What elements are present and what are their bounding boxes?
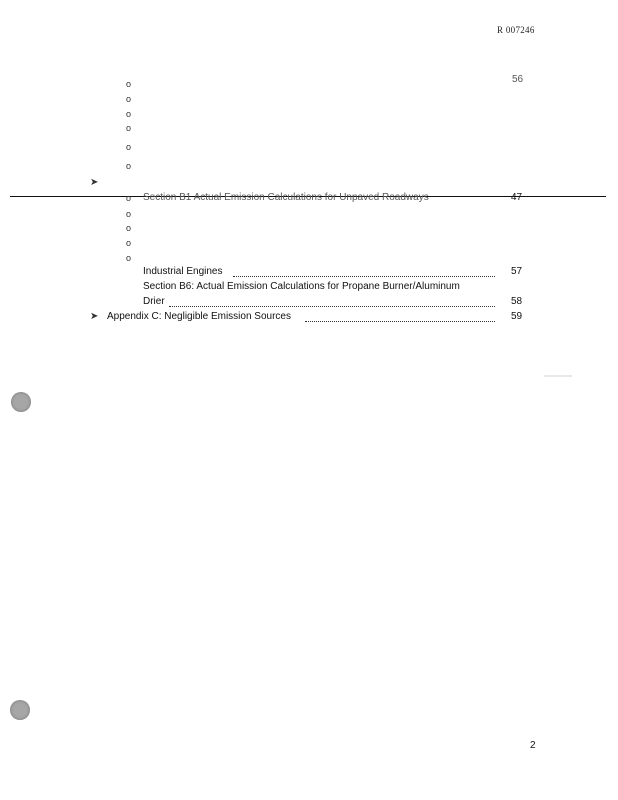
cut-toc-row bbox=[143, 73, 528, 82]
bullet-circle: o bbox=[126, 123, 132, 133]
cut-toc-page-number: 56 bbox=[512, 74, 524, 82]
bullet-circle: o bbox=[126, 161, 132, 171]
bates-number: R 007246 bbox=[497, 25, 535, 35]
bullet-circle: o bbox=[126, 223, 132, 233]
bullet-circle: o bbox=[126, 209, 132, 219]
bullet-circle: o bbox=[126, 238, 132, 248]
bullet-circle: o bbox=[126, 94, 132, 104]
toc-leader-dots bbox=[305, 321, 495, 322]
bullet-circle: o bbox=[126, 142, 132, 152]
scan-artifact bbox=[544, 375, 572, 377]
toc-entry-appendix-c: Appendix C: Negligible Emission Sources bbox=[107, 311, 291, 322]
toc-entry-section-b6-line2: Drier bbox=[143, 296, 165, 307]
arrow-bullet-icon: ➤ bbox=[90, 311, 99, 322]
bullet-circle: o bbox=[126, 79, 132, 89]
page-number: 2 bbox=[530, 740, 536, 751]
toc-entry-section-b6-line1: Section B6: Actual Emission Calculations for Propane Burner/Aluminum bbox=[143, 281, 460, 292]
binder-hole-upper bbox=[11, 392, 31, 412]
binder-hole-lower bbox=[10, 700, 30, 720]
toc-leader-dots bbox=[233, 276, 495, 277]
arrow-bullet-icon: ➤ bbox=[90, 177, 99, 188]
toc-page-appendix-c: 59 bbox=[511, 311, 523, 322]
toc-entry-section-b1: Section B1 Actual Emission Calculations for Unpaved Roadways bbox=[143, 192, 429, 203]
toc-entry-industrial-engines: Industrial Engines bbox=[143, 266, 223, 277]
toc-leader-dots bbox=[169, 306, 495, 307]
bullet-circle: o bbox=[126, 253, 132, 263]
toc-page-section-b1: 47 bbox=[511, 192, 523, 203]
bullet-circle: o bbox=[126, 193, 132, 203]
toc-page-industrial-engines: 57 bbox=[511, 266, 523, 277]
toc-page-section-b6: 58 bbox=[511, 296, 523, 307]
bullet-circle: o bbox=[126, 109, 132, 119]
